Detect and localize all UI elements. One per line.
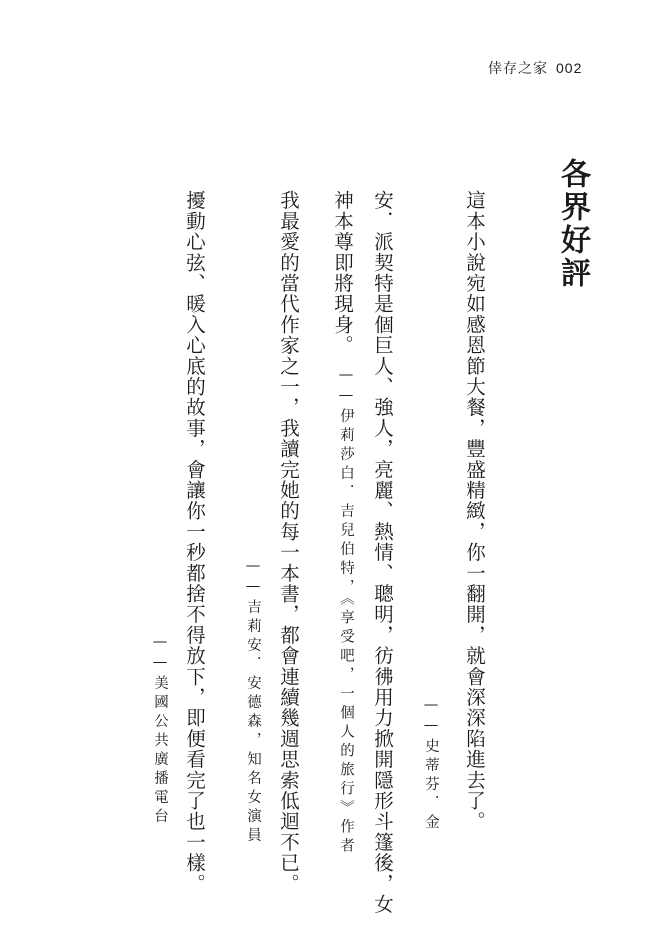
blurb-4-text: 擾動心弦、暖入心底的故事，會讓你一秒都捨不得放下，即便看完了也一樣。 xyxy=(183,190,206,894)
blurb-2-text-line-2: 神本尊即將現身。 xyxy=(331,190,354,356)
book-title: 倖存之家 xyxy=(488,61,548,77)
blurb-2-attribution: ——伊莉莎白．吉兒伯特，《享受吧，一個人的旅行》作者 xyxy=(338,367,354,857)
blurb-2-text-line-1: 安．派契特是個巨人、強人，亮麗、熱情、聰明，彷彿用力掀開隱形斗篷後，女 xyxy=(371,190,394,915)
section-title: 各界好評 xyxy=(555,158,590,290)
blurb-4-attribution: ——美國公共廣播電台 xyxy=(152,634,168,827)
page-number: 002 xyxy=(556,60,583,76)
running-head xyxy=(488,58,582,78)
blurb-3-text: 我最愛的當代作家之一，我讀完她的每一本書，都會連續幾週思索低迴不已。 xyxy=(277,190,300,894)
blurb-3-attribution: ——吉莉安．安德森，知名女演員 xyxy=(245,558,261,846)
blurb-1-text: 這本小說宛如感恩節大餐，豐盛精緻，你一翻開，就會深深陷進去了。 xyxy=(463,190,486,832)
blurb-1-attribution: ——史蒂芬．金 xyxy=(423,697,439,833)
